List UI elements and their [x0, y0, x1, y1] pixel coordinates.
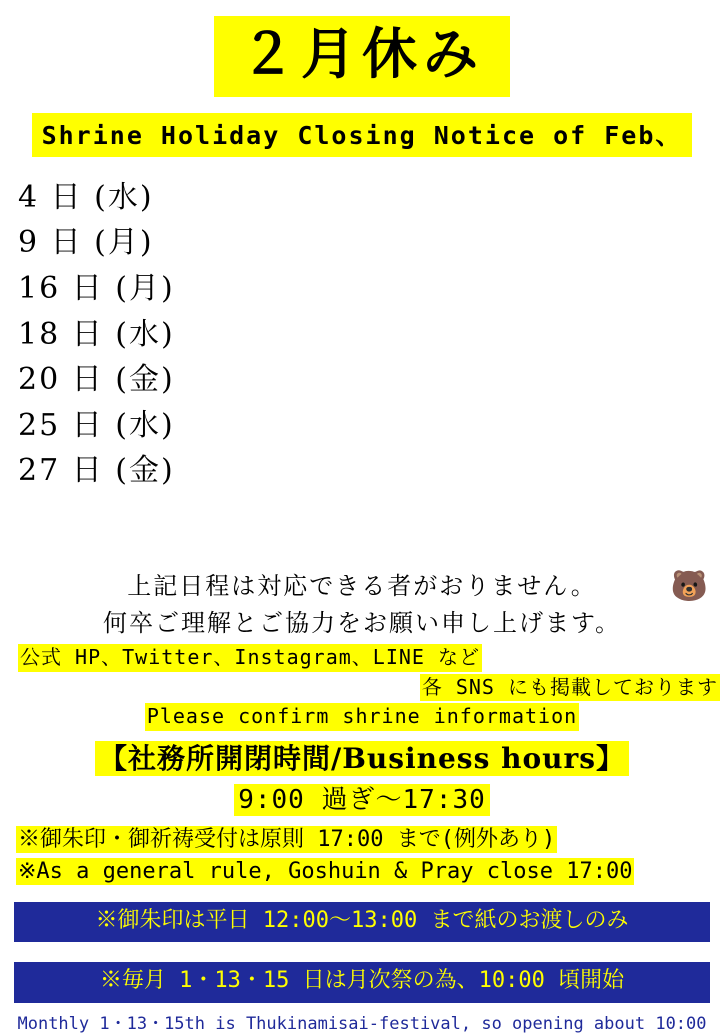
note-english: ※As a general rule, Goshuin & Pray close 17:00: [18, 859, 633, 885]
sns-line-2-row: [0, 674, 724, 702]
note-en-row: [0, 859, 724, 884]
apology-line-1: 上記日程は対応できる者がおりません。: [127, 571, 597, 600]
page-subtitle: Shrine Holiday Closing Notice of Feb、: [32, 113, 693, 157]
sns-line-3: Please confirm shrine information: [145, 703, 579, 731]
closing-dates-list: [0, 175, 724, 494]
banner-monthly-festival: ※毎月 1・13・15 日は月次祭の為、10:00 頃開始: [14, 962, 710, 1002]
list-item: 4 日 (水): [18, 179, 154, 215]
sns-line-1-row: [0, 644, 724, 672]
business-hours-heading: 【社務所開閉時間/Business hours】: [95, 741, 629, 776]
business-hours-value: 9:00 過ぎ〜17:30: [234, 784, 490, 816]
note-jp-row: [0, 822, 724, 853]
list-item: 9 日 (月): [18, 225, 154, 261]
list-item: 20 日 (金): [18, 362, 175, 398]
sns-line-1: 公式 HP、Twitter、Instagram、LINE など: [18, 644, 482, 672]
list-item: 25 日 (水): [18, 407, 175, 443]
note-japanese: ※御朱印・御祈祷受付は原則 17:00 まで(例外あり): [18, 827, 556, 853]
banner-goshuin-weekday: ※御朱印は平日 12:00〜13:00 まで紙のお渡しのみ: [14, 902, 710, 942]
business-hours-heading-row: [0, 737, 724, 777]
banner-footer-english: Monthly 1・13・15th is Thukinamisai-festival, so opening about 10:00: [17, 1013, 707, 1034]
apology-line-2: 何卒ご理解とご協力をお願い申し上げます。: [102, 609, 622, 638]
apology-block: [0, 568, 724, 642]
sns-line-2: 各 SNS にも掲載しております: [420, 674, 720, 702]
list-item: 18 日 (水): [18, 316, 175, 352]
title-container: [0, 0, 724, 97]
list-item: 16 日 (月): [18, 270, 175, 306]
page-title: ２月休み: [214, 16, 510, 97]
sns-line-3-row: [0, 703, 724, 731]
business-hours-value-row: [0, 779, 724, 816]
list-item: 27 日 (金): [18, 453, 175, 489]
subtitle-container: [0, 113, 724, 157]
bear-icon: 🐻: [670, 569, 708, 604]
